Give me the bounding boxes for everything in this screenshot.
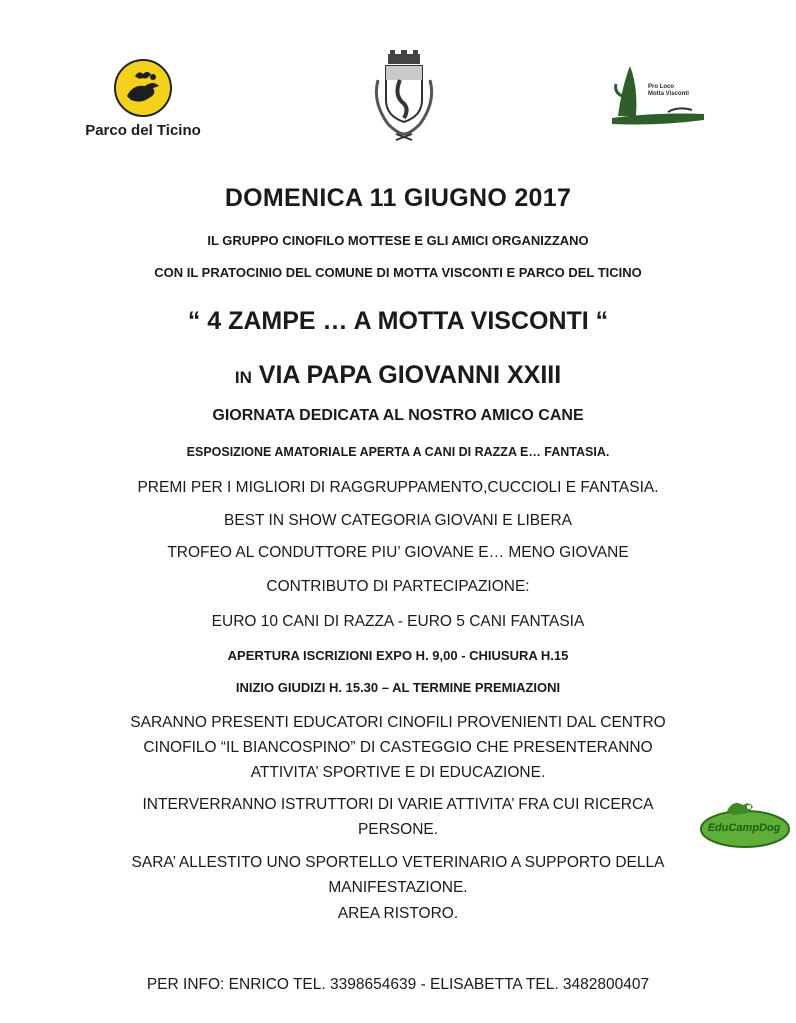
event-name: “ 4 ZAMPE … A MOTTA VISCONTI “ [187, 307, 609, 335]
parco-caption: Parco del Ticino [85, 122, 201, 139]
refreshment-area: AREA RISTORO. [337, 905, 459, 922]
event-date: DOMENICA 11 GIUGNO 2017 [224, 184, 572, 212]
instructors-line-2: PERSONE. [357, 821, 439, 838]
event-location [0, 361, 796, 390]
prizes-line: PREMI PER I MIGLIORI DI RAGGRUPPAMENTO,CUCCIOLI E FANTASIA. [137, 479, 659, 496]
vet-paragraph [0, 850, 796, 900]
location-street: VIA PAPA GIOVANNI XXIII [258, 361, 562, 389]
pro-loco-line-1: Pro Loco [648, 84, 675, 90]
pro-loco-text [648, 84, 689, 98]
educators-line-1: SARANNO PRESENTI EDUCATORI CINOFILI PROVENIENTI DAL CENTRO [130, 714, 666, 731]
organizers-line: IL GRUPPO CINOFILO MOTTESE E GLI AMICI ORGANIZZANO [207, 233, 589, 248]
parco-del-ticino-logo [78, 58, 208, 142]
contribution-values: EURO 10 CANI DI RAZZA - EURO 5 CANI FANTASIA [211, 613, 585, 630]
trophy-line: TROFEO AL CONDUTTORE PIU’ GIOVANE E… MENO GIOVANE [167, 544, 629, 561]
contact-info: PER INFO: ENRICO TEL. 3398654639 - ELISABETTA TEL. 3482800407 [146, 976, 650, 993]
heron-emblem-icon [113, 58, 173, 118]
educampdog-logo [697, 795, 793, 855]
educampdog-text: EduCampDog [707, 822, 781, 834]
pro-loco-logo [608, 56, 708, 130]
pro-loco-line-2: Motta Visconti [648, 91, 689, 97]
comune-coat-of-arms-icon [364, 50, 444, 142]
judging-line: INIZIO GIUDIZI H. 15.30 – AL TERMINE PREMIAZIONI [235, 680, 561, 695]
best-in-show-line: BEST IN SHOW CATEGORIA GIOVANI E LIBERA [224, 512, 572, 529]
patronage-line: CON IL PRATOCINIO DEL COMUNE DI MOTTA VISCONTI E PARCO DEL TICINO [154, 265, 642, 280]
registration-line: APERTURA ISCRIZIONI EXPO H. 9,00 - CHIUSURA H.15 [227, 648, 569, 663]
instructors-paragraph [0, 792, 796, 842]
instructors-line-1: INTERVERRANNO ISTRUTTORI DI VARIE ATTIVITA’ FRA CUI RICERCA [142, 796, 654, 813]
educators-line-2: CINOFILO “IL BIANCOSPINO” DI CASTEGGIO CHE PRESENTERANNO [143, 739, 653, 756]
vet-line-2: MANIFESTAZIONE. [328, 879, 468, 896]
educators-paragraph [0, 710, 796, 785]
vet-line-1: SARA’ ALLESTITO UNO SPORTELLO VETERINARIO A SUPPORTO DELLA [131, 854, 665, 871]
exhibition-line: ESPOSIZIONE AMATORIALE APERTA A CANI DI RAZZA E… FANTASIA. [186, 445, 610, 459]
dedication-line: GIORNATA DEDICATA AL NOSTRO AMICO CANE [212, 407, 584, 424]
educators-line-3: ATTIVITA’ SPORTIVE E DI EDUCAZIONE. [250, 764, 546, 781]
contribution-label: CONTRIBUTO DI PARTECIPAZIONE: [266, 578, 530, 595]
location-prefix: IN [234, 368, 252, 387]
